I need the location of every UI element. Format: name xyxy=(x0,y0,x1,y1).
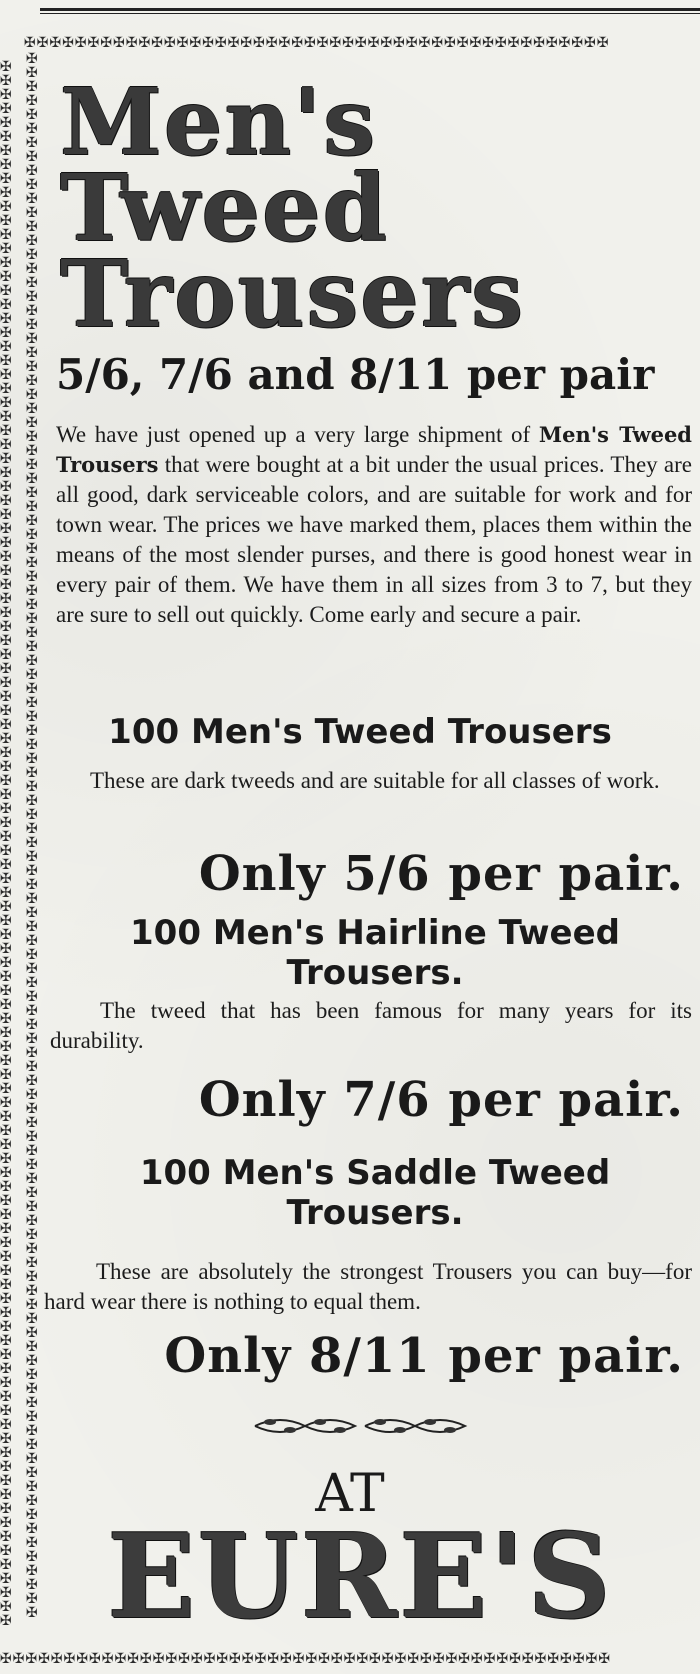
laurel-flourish-icon xyxy=(250,1412,470,1440)
headline-line-3: Trousers xyxy=(60,240,526,348)
star-cross-border-icon: ✠✠✠✠✠✠✠✠✠✠✠✠✠✠✠✠✠✠✠✠✠✠✠✠✠✠✠✠✠✠✠✠✠✠✠✠✠✠✠✠✠✠✠✠✠✠✠✠✠✠✠✠✠✠✠✠✠✠✠✠✠✠✠✠✠✠✠✠✠✠✠✠✠✠✠✠✠✠✠✠✠✠✠✠✠✠✠✠✠✠✠✠✠✠✠✠✠✠✠✠✠✠✠✠✠✠✠✠✠✠✠✠ xyxy=(26,52,39,1621)
at-label: AT xyxy=(315,1464,385,1524)
item-description: These are dark tweeds and are suitable for all classes of work. xyxy=(90,768,660,793)
item-price: Only 8/11 per pair. xyxy=(164,1328,684,1384)
top-rule xyxy=(40,8,700,14)
item-description: The tweed that has been famous for many years for its durability. xyxy=(50,998,692,1053)
store-name: EURE'S xyxy=(107,1509,613,1645)
item-title: 100 Men's Saddle Tweed Trousers. xyxy=(139,1153,611,1233)
item-price: Only 7/6 per pair. xyxy=(198,1072,684,1128)
item-title: 100 Men's Hairline Tweed Trousers. xyxy=(130,913,620,993)
price-range: 5/6, 7/6 and 8/11 per pair xyxy=(56,350,655,399)
headline-line-1: Men's xyxy=(60,68,378,176)
headline-line-2: Tweed xyxy=(60,154,389,262)
intro-paragraph xyxy=(56,420,692,630)
intro-rest: that were bought at a bit under the usual prices. They are all good, dark serviceable colors, and are suitable for work and for town wear. The prices we have marked them, places them within the means of the most slender purses, and there is good honest wear in every pair of them. We have them in all sizes from 3 to 7, but they are sure to sell out quickly. Come early and secure a pair. xyxy=(56,452,692,627)
star-cross-border-icon: ✠✠✠✠✠✠✠✠✠✠✠✠✠✠✠✠✠✠✠✠✠✠✠✠✠✠✠✠✠✠✠✠✠✠✠✠✠✠✠✠✠✠✠✠✠✠✠✠✠✠✠✠✠✠✠✠✠✠✠✠✠✠✠✠✠✠✠✠✠✠✠✠✠✠✠✠✠✠✠✠✠✠✠✠✠✠✠✠✠✠✠✠✠✠✠✠✠✠✠✠✠✠✠✠✠✠✠✠✠✠✠✠ xyxy=(0,60,13,1629)
intro-bold-product: Men's Tweed Trousers xyxy=(56,422,692,477)
intro-lead: We have just opened up a very large shipment of xyxy=(56,422,539,447)
item-description: These are absolutely the strongest Trousers you can buy—for hard wear there is nothing to equal them. xyxy=(44,1259,692,1314)
star-cross-border-icon: ✠✠✠✠✠✠✠✠✠✠✠✠✠✠✠✠✠✠✠✠✠✠✠✠✠✠✠✠✠✠✠✠✠✠✠✠✠✠✠✠✠✠✠✠✠✠ xyxy=(24,36,610,51)
item-title: 100 Men's Tweed Trousers xyxy=(108,712,612,752)
item-price: Only 5/6 per pair. xyxy=(198,846,684,902)
star-cross-border-icon: ✠✠✠✠✠✠✠✠✠✠✠✠✠✠✠✠✠✠✠✠✠✠✠✠✠✠✠✠✠✠✠✠✠✠✠✠✠✠✠✠✠✠✠✠✠✠✠✠ xyxy=(0,1652,612,1667)
